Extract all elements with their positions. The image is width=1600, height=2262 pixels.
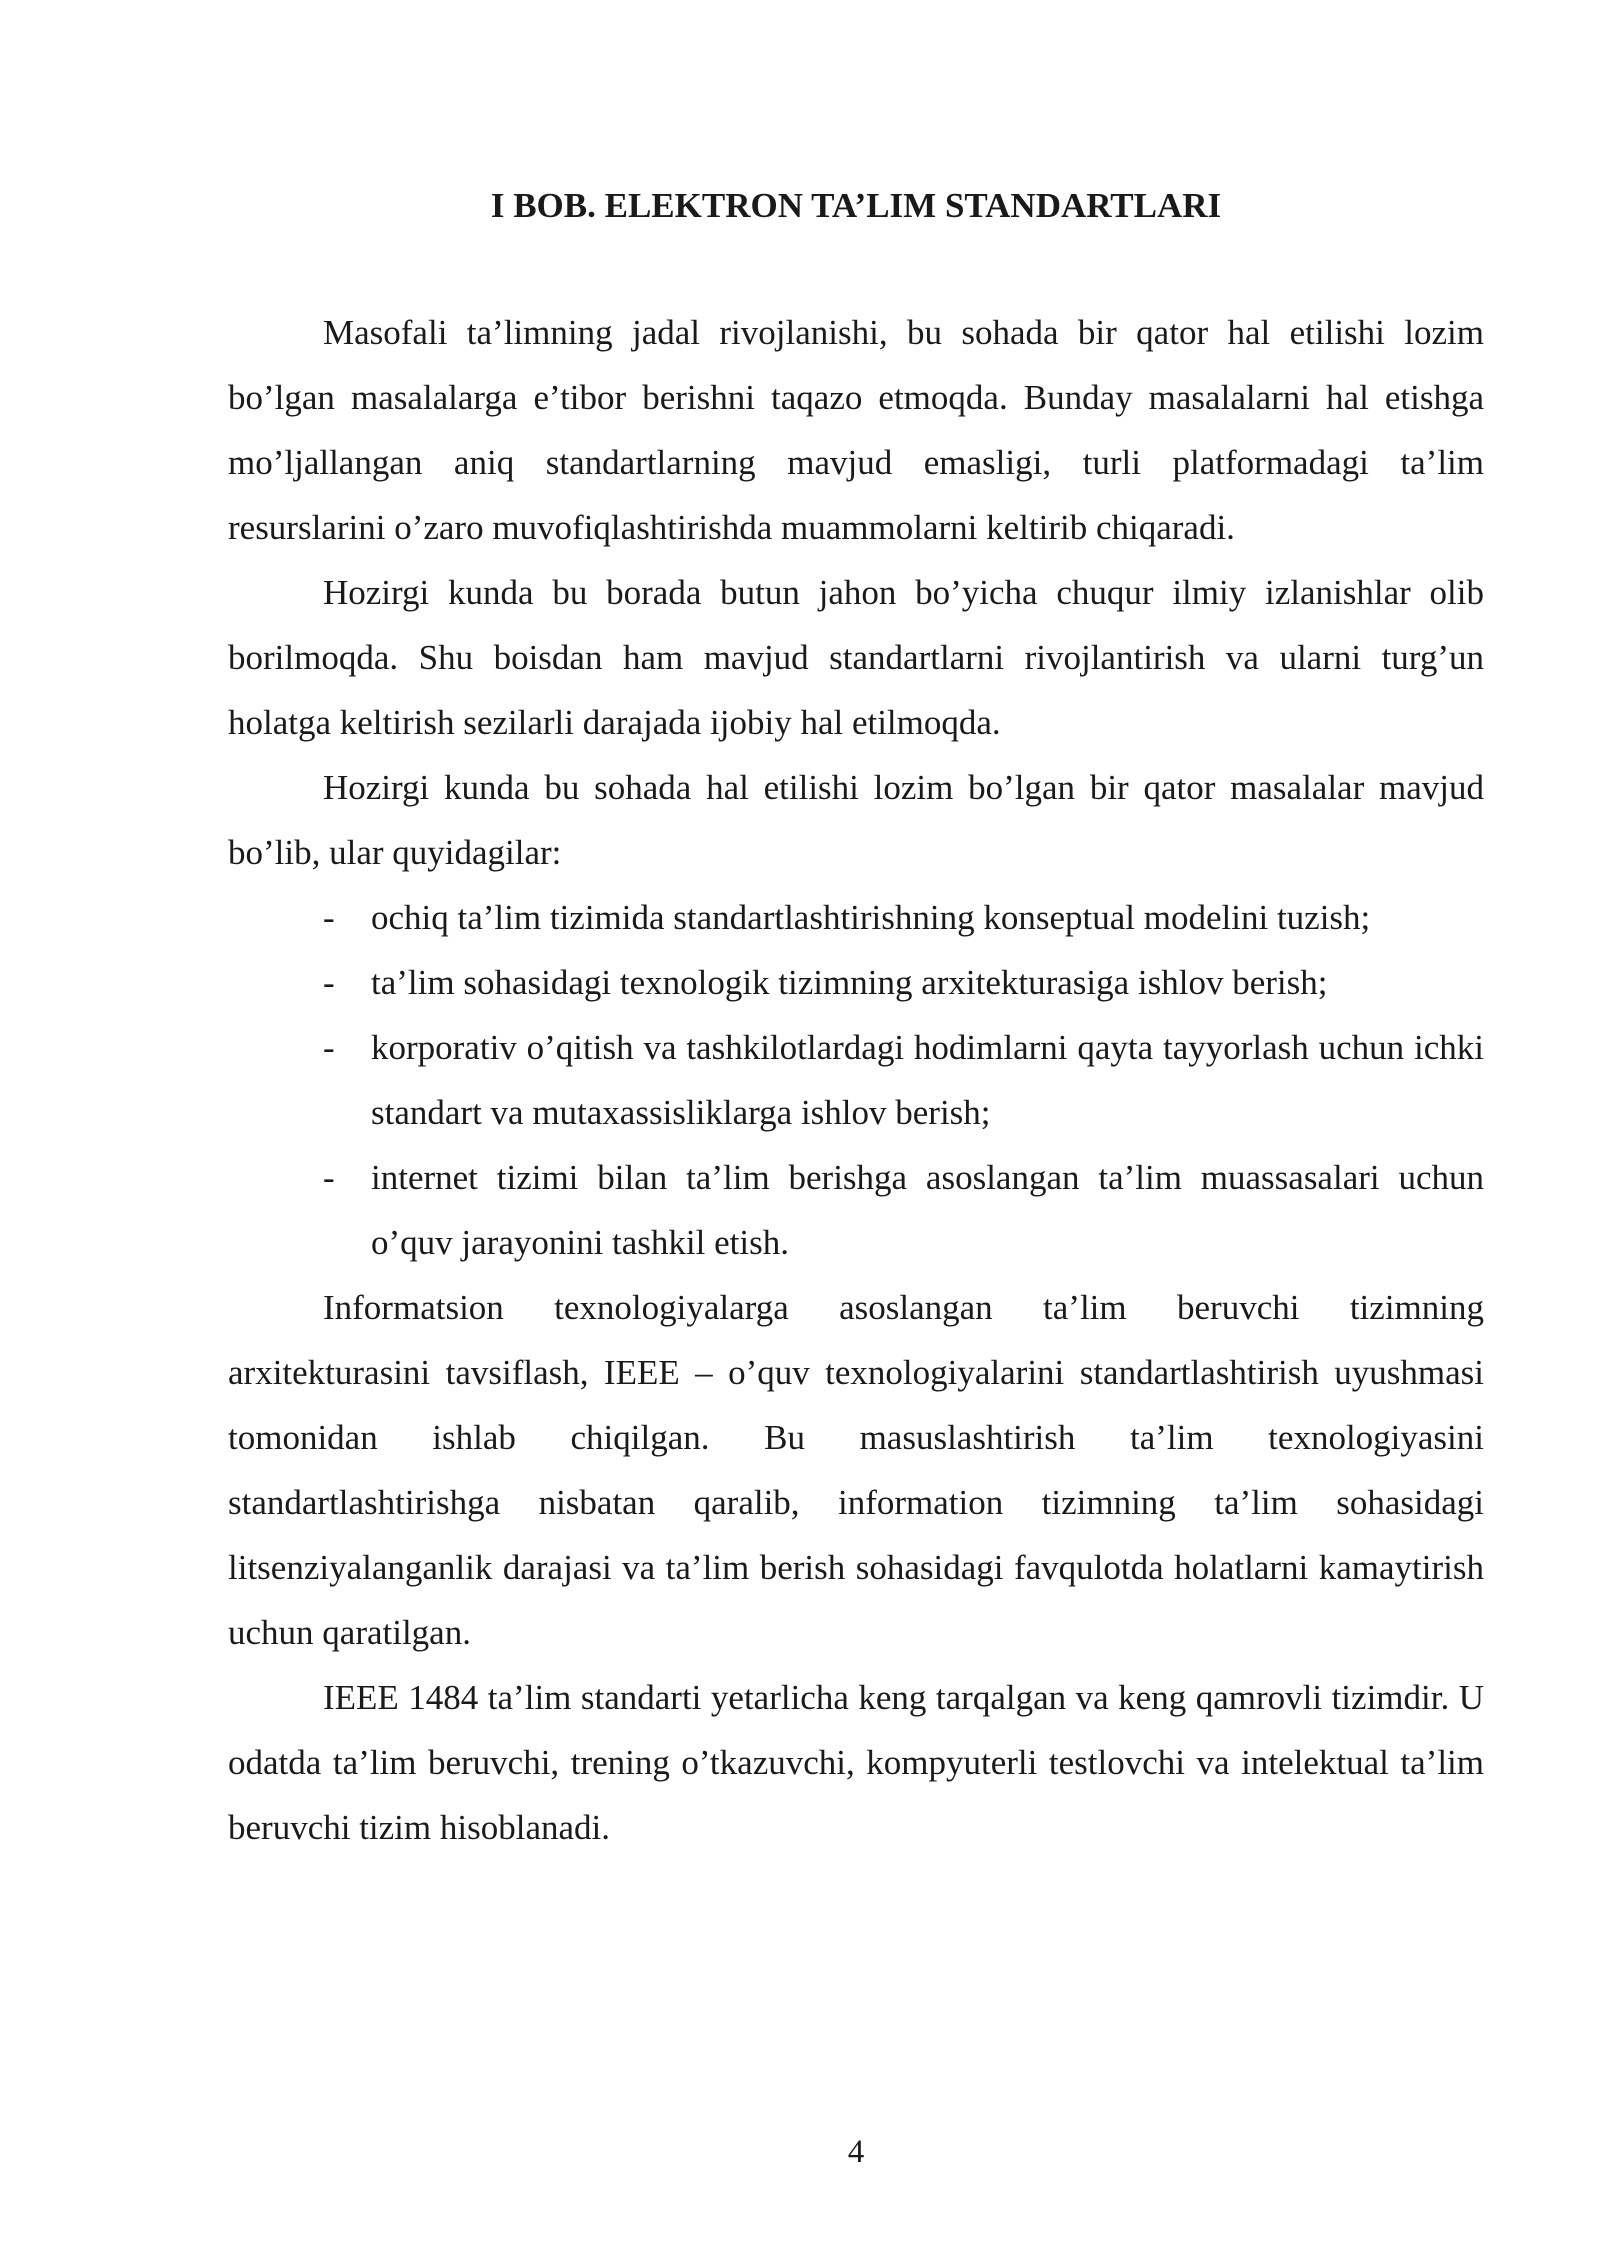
paragraph: Masofali ta’limning jadal rivojlanishi, bu sohada bir qator hal etilishi lozim bo’lgan masalalarga e’tibor berishni taqazo etmoqda. Bunday masalalarni hal etishga mo’ljallangan aniq standartlarning mavjud emasligi, turli platformadagi ta’lim resurslarini o’zaro muvofiqlashtirishda muammolarni keltirib chiqaradi.	[228, 313, 1484, 547]
list-item	[228, 1015, 1484, 1145]
list-marker: -	[323, 1028, 335, 1067]
list-item-text: korporativ o’qitish va tashkilotlardagi hodimlarni qayta tayyorlash uchun ichki standart va mutaxassisliklarga ishlov berish;	[371, 1028, 1484, 1132]
paragraph: Hozirgi kunda bu sohada hal etilishi lozim bo’lgan bir qator masalalar mavjud bo’lib, ular quyidagilar:	[228, 768, 1484, 872]
list-item-text: ta’lim sohasidagi texnologik tizimning arxitekturasiga ishlov berish;	[371, 963, 1328, 1002]
page-number: 4	[847, 2134, 865, 2170]
paragraph: Hozirgi kunda bu borada butun jahon bo’yicha chuqur ilmiy izlanishlar olib borilmoqda. Shu boisdan ham mavjud standartlarni rivojlantirish va ularni turg’un holatga keltirish sezilarli darajada ijobiy hal etilmoqda.	[228, 573, 1484, 742]
chapter-title: I BOB. ELEKTRON TA’LIM STANDARTLARI	[490, 186, 1222, 225]
list-item-text: internet tizimi bilan ta’lim berishga asoslangan ta’lim muassasalari uchun o’quv jarayonini tashkil etish.	[371, 1158, 1484, 1262]
list-item	[228, 950, 1484, 1015]
paragraph: Informatsion texnologiyalarga asoslangan ta’lim beruvchi tizimning arxitekturasini tavsiflash, IEEE – o’quv texnologiyalarini standartlashtirish uyushmasi tomonidan ishlab chiqilgan. Bu masuslashtirish ta’lim texnologiyasini standartlashtirishga nisbatan qaralib, information tizimning ta’lim sohasidagi litsenziyalanganlik darajasi va ta’lim berish sohasidagi favqulotda holatlarni kamaytirish uchun qaratilgan.	[228, 1288, 1484, 1652]
body-text	[228, 300, 1484, 1860]
list-item-text: ochiq ta’lim tizimida standartlashtirishning konseptual modelini tuzish;	[371, 898, 1371, 937]
task-list	[228, 885, 1484, 1275]
paragraph: IEEE 1484 ta’lim standarti yetarlicha keng tarqalgan va keng qamrovli tizimdir. U odatda ta’lim beruvchi, trening o’tkazuvchi, kompyuterli testlovchi va intelektual ta’lim beruvchi tizim hisoblanadi.	[228, 1678, 1484, 1847]
list-item	[228, 1145, 1484, 1275]
list-marker: -	[323, 1158, 335, 1197]
list-marker: -	[323, 898, 335, 937]
list-marker: -	[323, 963, 335, 1002]
list-item	[228, 885, 1484, 950]
